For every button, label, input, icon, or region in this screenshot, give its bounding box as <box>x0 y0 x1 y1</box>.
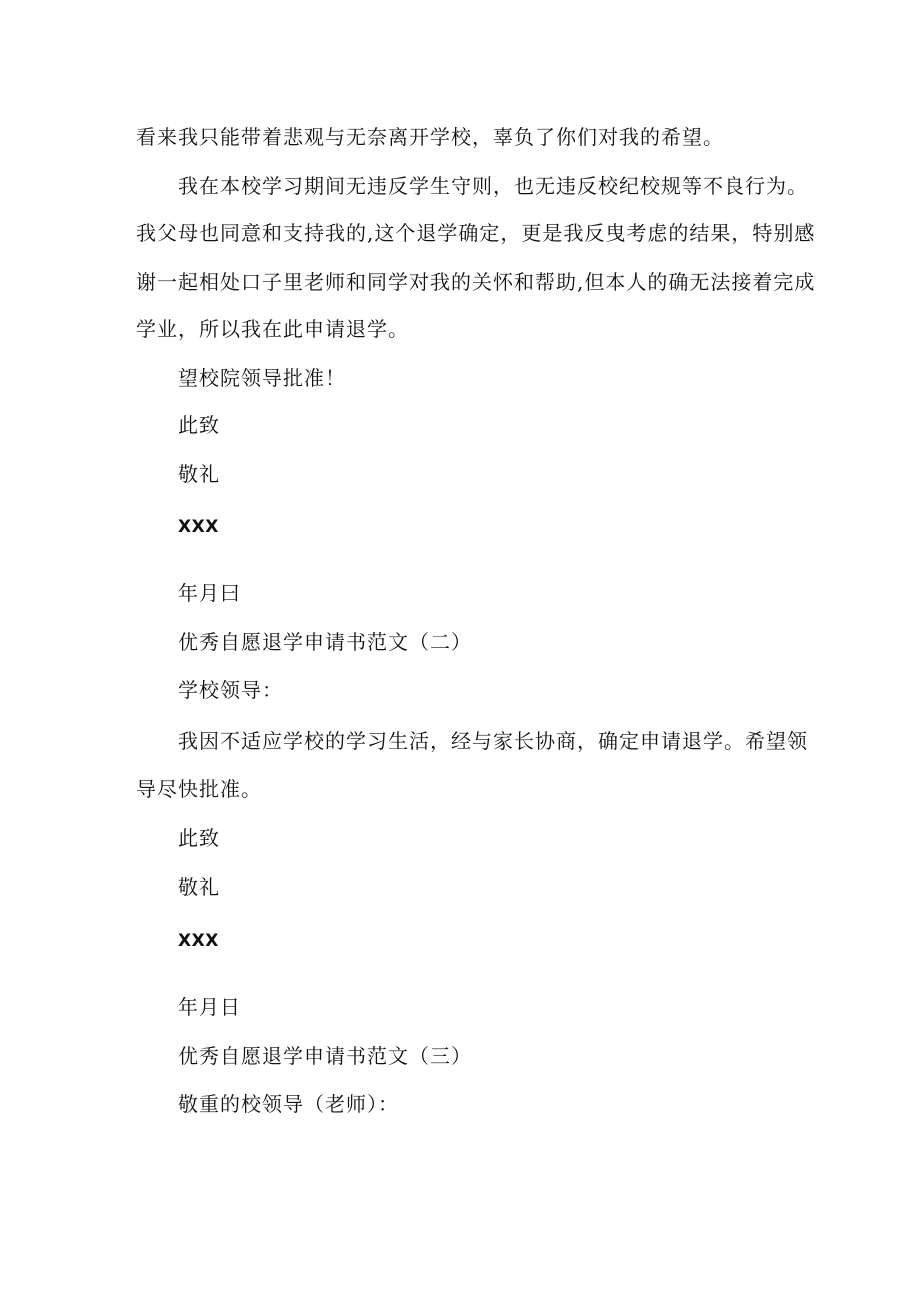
paragraph-line: 导尽快批准。 <box>136 777 262 801</box>
salutation-jingli: 敬礼 <box>178 462 220 486</box>
letter-addressee: 敬重的校领导（老师）： <box>178 1092 399 1116</box>
salutation-jingli: 敬礼 <box>178 875 220 899</box>
salutation-cizhi: 此致 <box>178 413 220 437</box>
paragraph-line: 我父母也同意和支持我的,这个退学确定，更是我反曳考虑的结果，特别感 <box>136 221 816 245</box>
letter-addressee: 学校领导： <box>178 678 283 702</box>
signature-name: XXX <box>178 517 219 537</box>
salutation-cizhi: 此致 <box>178 826 220 850</box>
paragraph-line: 学业，所以我在此申请退学。 <box>136 317 409 341</box>
closing-request: 望校院领导批准！ <box>178 366 346 390</box>
paragraph-line: 我在本校学习期间无违反学生守则，也无违反校纪校规等不良行为。 <box>178 174 808 198</box>
paragraph-line: 看来我只能带着悲观与无奈离开学校，辜负了你们对我的希望。 <box>136 125 724 149</box>
section-title: 优秀自愿退学申请书范文（三） <box>178 1044 472 1068</box>
paragraph-line: 谢一起相处口子里老师和同学对我的关怀和帮助,但本人的确无法接着完成 <box>136 270 816 294</box>
paragraph-line: 我因不适应学校的学习生活，经与家长协商，确定申请退学。希望领 <box>178 729 808 753</box>
signature-date: 年月曰 <box>178 581 241 605</box>
signature-date: 年月日 <box>178 995 241 1019</box>
signature-name: XXX <box>178 931 219 951</box>
section-title: 优秀自愿退学申请书范文（二） <box>178 630 472 654</box>
